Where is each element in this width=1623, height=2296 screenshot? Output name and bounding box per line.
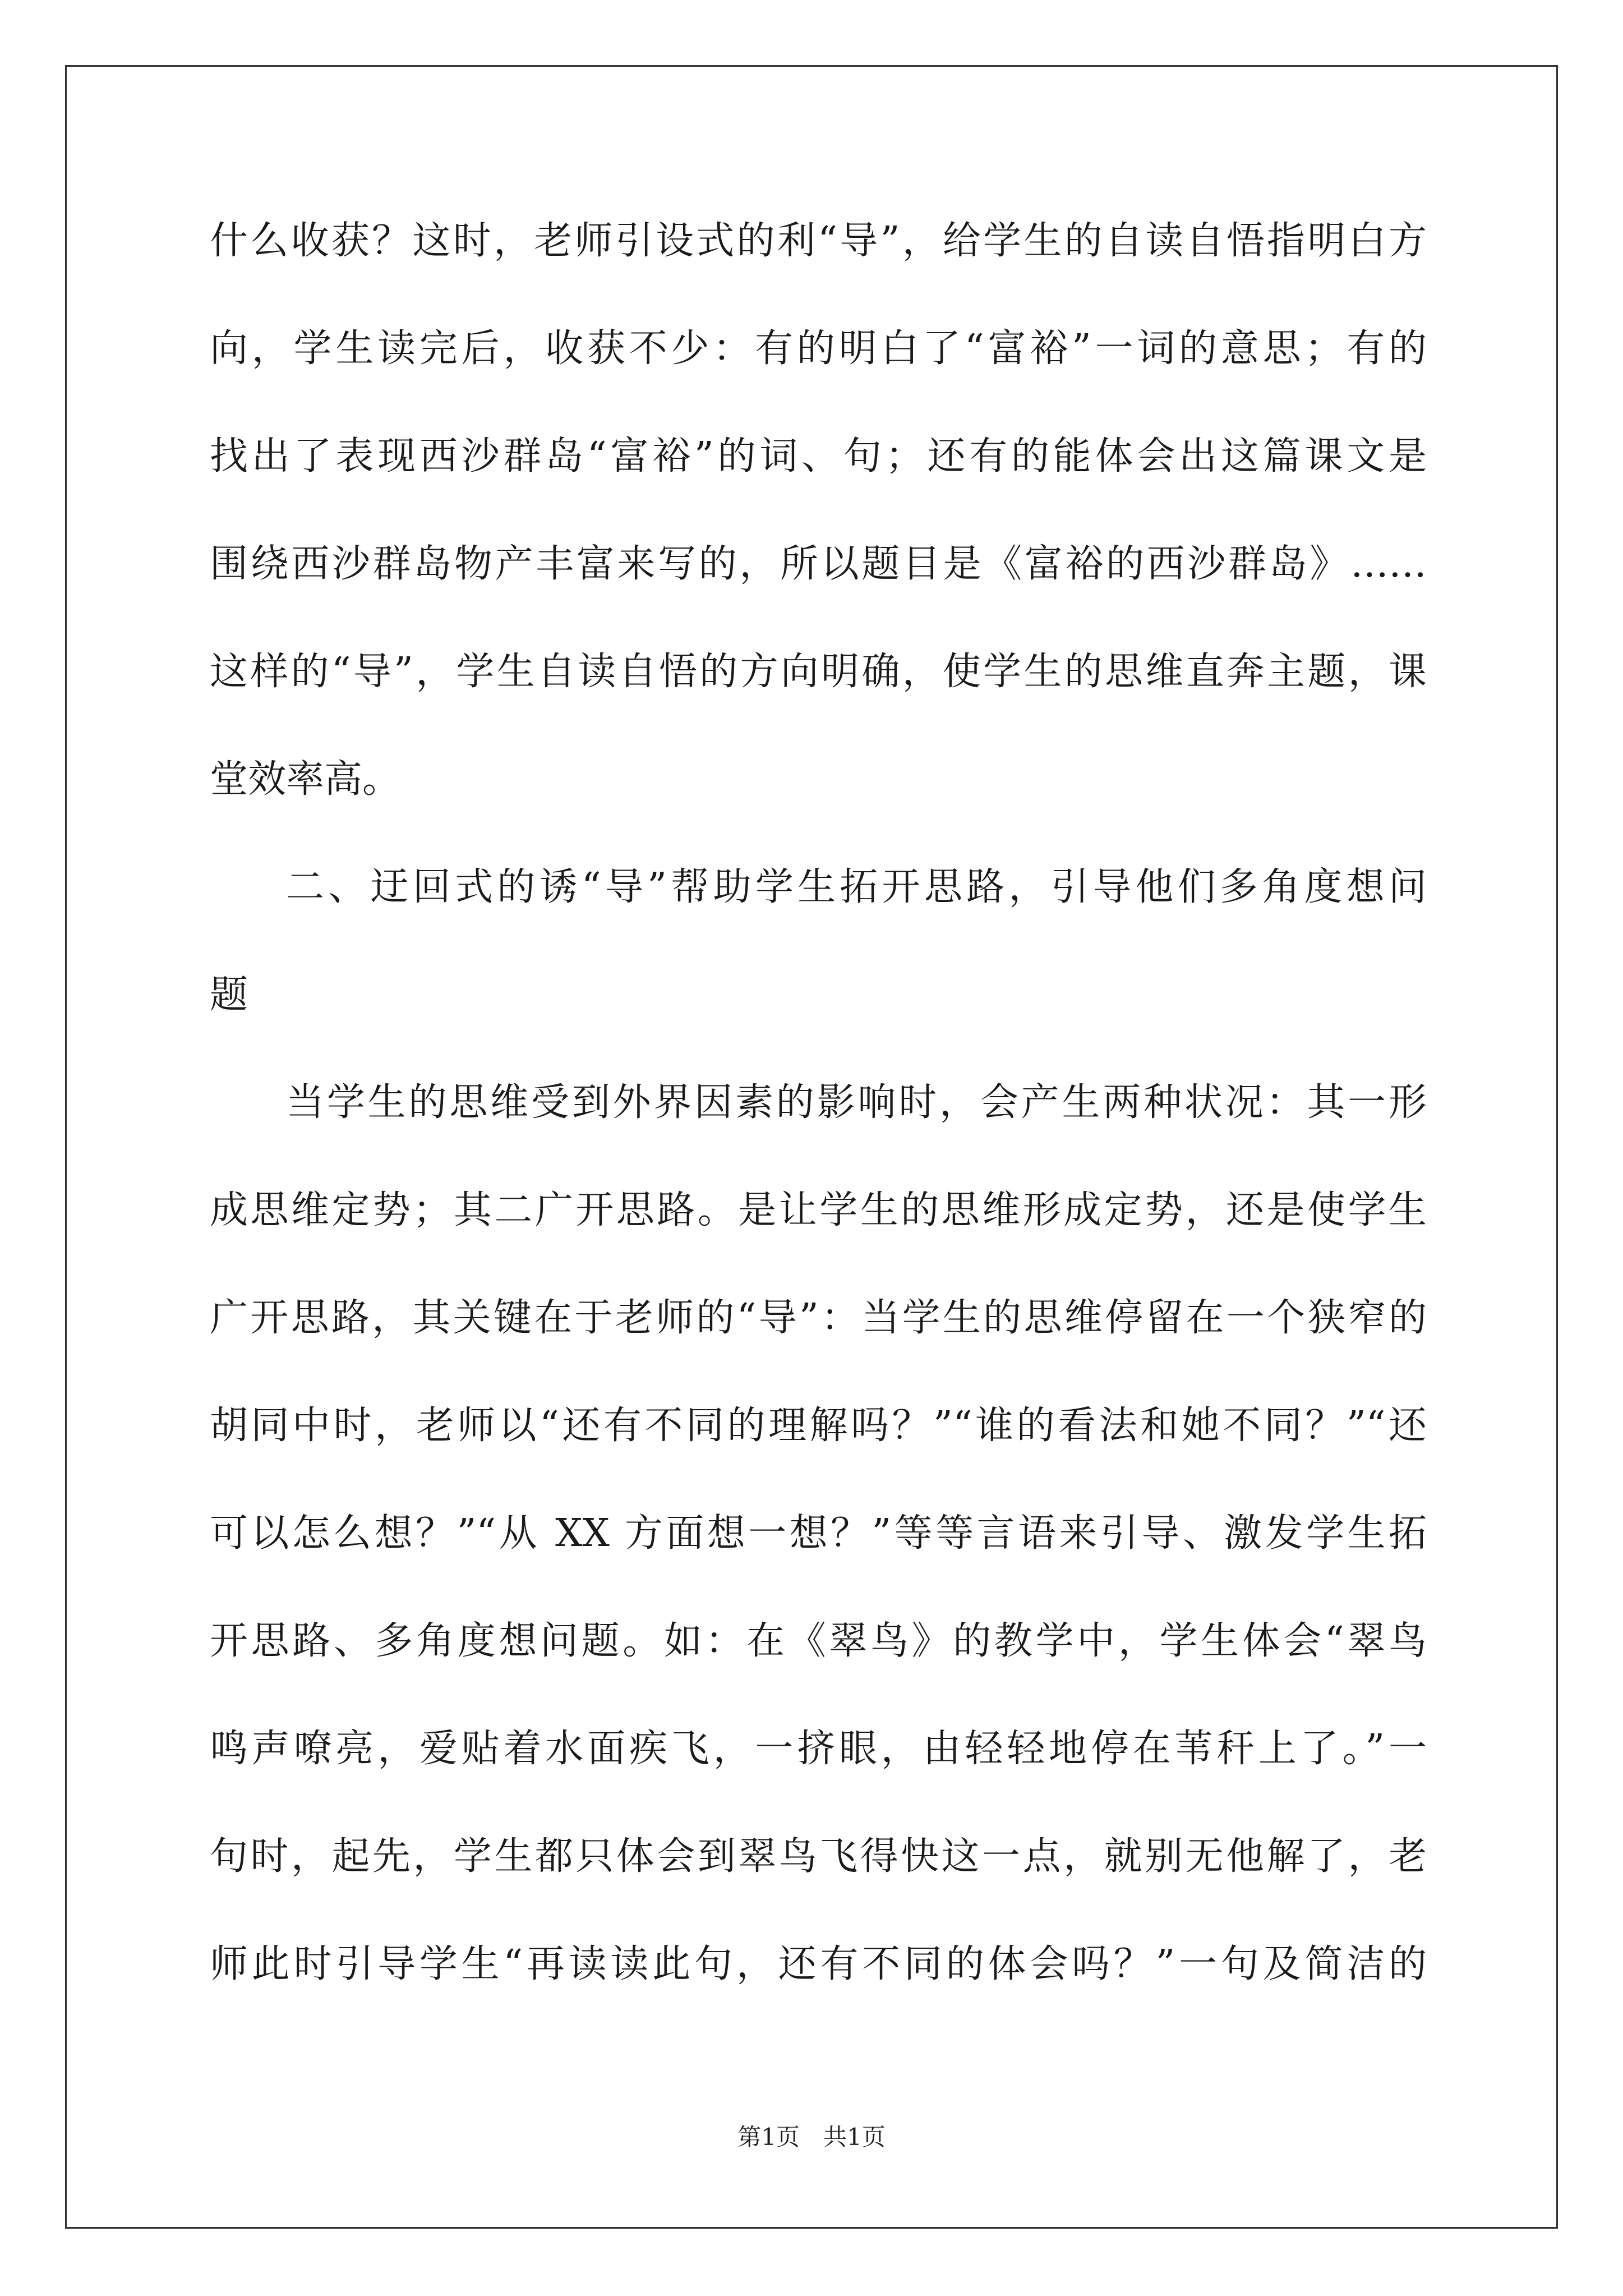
text-line: 师此时引导学生“再读读此句，还有不同的体会吗？”一句及简洁的 bbox=[210, 1942, 1427, 1986]
text-line: 鸣声嘹亮，爱贴着水面疾飞，一挤眼，由轻轻地停在苇秆上了。”一 bbox=[210, 1727, 1427, 1771]
text-line: 什么收获？这时，老师引设式的利“导”，给学生的自读自悟指明白方 bbox=[210, 219, 1427, 263]
text-line: 可以怎么想？”“从 XX 方面想一想？”等等言语来引导、激发学生拓 bbox=[210, 1511, 1427, 1556]
text-line: 开思路、多角度想问题。如：在《翠鸟》的教学中，学生体会“翠鸟 bbox=[210, 1619, 1427, 1663]
text-line: 向，学生读完后，收获不少：有的明白了“富裕”一词的意思；有的 bbox=[210, 326, 1427, 371]
text-line: 堂效率高。 bbox=[210, 757, 401, 802]
section-heading-line: 二、迂回式的诱“导”帮助学生拓开思路，引导他们多角度想问 bbox=[286, 865, 1427, 909]
text-line: 这样的“导”，学生自读自悟的方向明确，使学生的思维直奔主题，课 bbox=[210, 650, 1427, 694]
text-line: 句时，起先，学生都只体会到翠鸟飞得快这一点，就别无他解了，老 bbox=[210, 1834, 1427, 1879]
text-line: 广开思路，其关键在于老师的“导”：当学生的思维停留在一个狭窄的 bbox=[210, 1296, 1427, 1340]
page-footer: 第1页 共1页 bbox=[737, 2123, 886, 2151]
text-line: 胡同中时，老师以“还有不同的理解吗？”“谁的看法和她不同？”“还 bbox=[210, 1404, 1427, 1448]
text-line: 当学生的思维受到外界因素的影响时，会产生两种状况：其一形 bbox=[286, 1080, 1427, 1125]
text-line: 找出了表现西沙群岛“富裕”的词、句；还有的能体会出这篇课文是 bbox=[210, 434, 1427, 478]
text-line: 成思维定势；其二广开思路。是让学生的思维形成定势，还是使学生 bbox=[210, 1188, 1427, 1232]
document-body bbox=[210, 219, 1427, 2050]
text-line: 围绕西沙群岛物产丰富来写的，所以题目是《富裕的西沙群岛》…… bbox=[210, 542, 1427, 586]
section-heading-line: 题 bbox=[210, 973, 248, 1017]
